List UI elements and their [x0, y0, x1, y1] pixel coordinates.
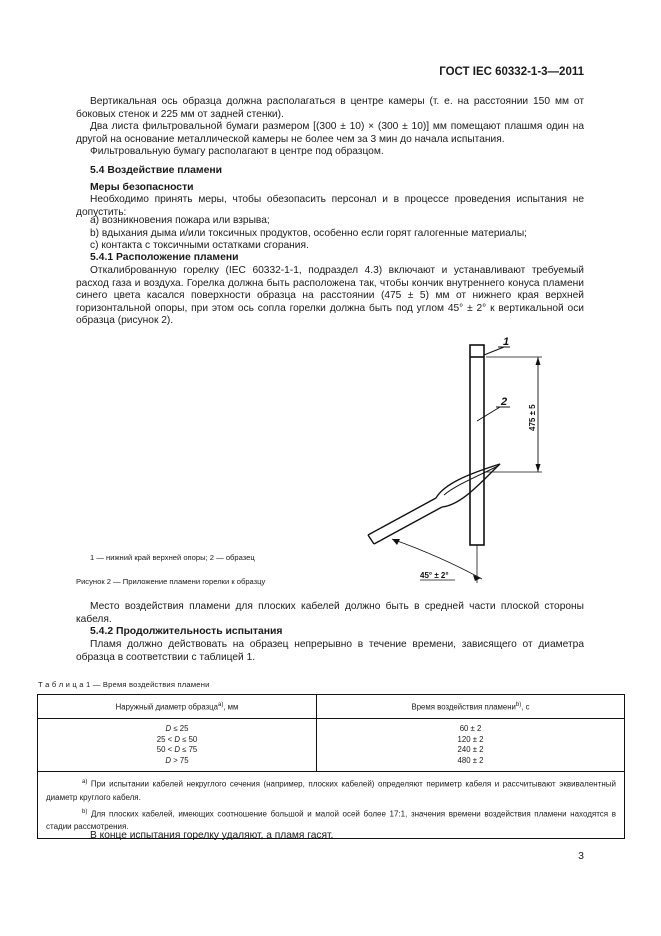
- col-header-diameter: Наружный диаметр образца$^{a)}$, мм: [38, 695, 317, 719]
- paragraph-filter-paper: Два листа фильтровальной бумаги размером [(300 ± 10) × (300 ± 10)] мм помещают плашмя один на другой на основание металлической камеры не более чем за 3 мин до начала испытания.: [76, 121, 584, 145]
- safety-subtitle: Меры безопасности: [90, 182, 194, 193]
- table-row: D > 75: [165, 755, 189, 765]
- document-header: ГОСТ IEC 60332-1-3—2011: [439, 66, 584, 78]
- table-row: 25 < D ≤ 50: [156, 734, 198, 744]
- section-5-4-title: 5.4 Воздействие пламени: [90, 165, 223, 176]
- section-5-4-1-title: 5.4.1 Расположение пламени: [90, 252, 239, 263]
- specimen: [470, 345, 484, 545]
- col-header-time: Время воздействия пламени$^{b)}$, с: [317, 695, 625, 719]
- leader-1: [484, 347, 504, 355]
- diameter-values: [38, 719, 317, 772]
- safety-item-a: a) возникновения пожара или взрыва;: [90, 215, 270, 226]
- figure-legend: 1 — нижний край верхней опоры; 2 — образец: [90, 553, 255, 562]
- note-b: $^{b)}$ Для плоских кабелей, имеющих соотношение большой и малой осей более 17:1, значения времени воздействия пламени находятся в стадии рассмотрения.: [46, 808, 616, 832]
- table-notes: [38, 772, 625, 839]
- paragraph-specimen-axis: Вертикальная ось образца должна располагаться в центре камеры (т. е. на расстоянии 150 мм от боковых стенок и 225 мм от задней стенки).: [76, 96, 584, 120]
- note-a: $^{a)}$ При испытании кабелей некруглого сечения (например, плоских кабелей) определяют периметр кабеля и рассчитывают эквивалентный диаметр круглого кабеля.: [46, 779, 616, 802]
- safety-item-b: b) вдыхания дыма и/или токсичных продуктов, особенно если горят галогенные материалы;: [90, 228, 527, 239]
- flame-position-text: Откалиброванную горелку (IEC 60332-1-1, подраздел 4.3) включают и устанавливают требуемый расход газа и воздуха. Горелка должна быть расположена так, чтобы кончик внутреннего конуса пламени синего цвета касался поверхности образца на расстоянии (475 ± 5) мм от нижнего края верхней горизонтальной опоры, при этом ось сопла горелки должна быть под углом 45° ± 2° к вертикальной оси образца (рисунок 2).: [76, 265, 584, 327]
- page-number: 3: [578, 850, 584, 862]
- angle-label: 45° ± 2°: [420, 571, 449, 580]
- label-1: 1: [503, 336, 510, 348]
- duration-text: Пламя должно действовать на образец непрерывно в течение времени, зависящего от диаметра образца в соответствии с таблицей 1.: [76, 639, 584, 663]
- paragraph-filter-paper-center: Фильтровальную бумагу располагают в центре под образцом.: [90, 146, 384, 157]
- figure-2-drawing: [360, 335, 560, 585]
- dimension-label: 475 ± 5: [528, 404, 537, 431]
- table-caption: Т а б л и ц а 1 — Время воздействия пламени: [38, 680, 210, 689]
- safety-item-c: c) контакта с токсичными остатками сгорания.: [90, 240, 309, 251]
- table-row: D ≤ 25: [165, 724, 189, 733]
- label-2: 2: [501, 396, 508, 408]
- time-values: 60 ± 2 120 ± 2 240 ± 2 480 ± 2: [317, 719, 625, 772]
- section-5-4-2-title: 5.4.2 Продолжительность испытания: [90, 626, 283, 637]
- flame-time-table: [37, 694, 625, 839]
- flame: [436, 464, 500, 507]
- final-text: В конце испытания горелку удаляют, а пламя гасят.: [90, 830, 334, 841]
- table-row: 50 < D ≤ 75: [156, 745, 198, 754]
- safety-intro: Необходимо принять меры, чтобы обезопасить персонал и в процессе проведения испытания не допустить:: [76, 194, 584, 218]
- flat-cable-text: Место воздействия пламени для плоских кабелей должно быть в средней части плоской стороны кабеля.: [76, 601, 584, 625]
- figure-caption: Рисунок 2 — Приложение пламени горелки к образцу: [76, 577, 266, 586]
